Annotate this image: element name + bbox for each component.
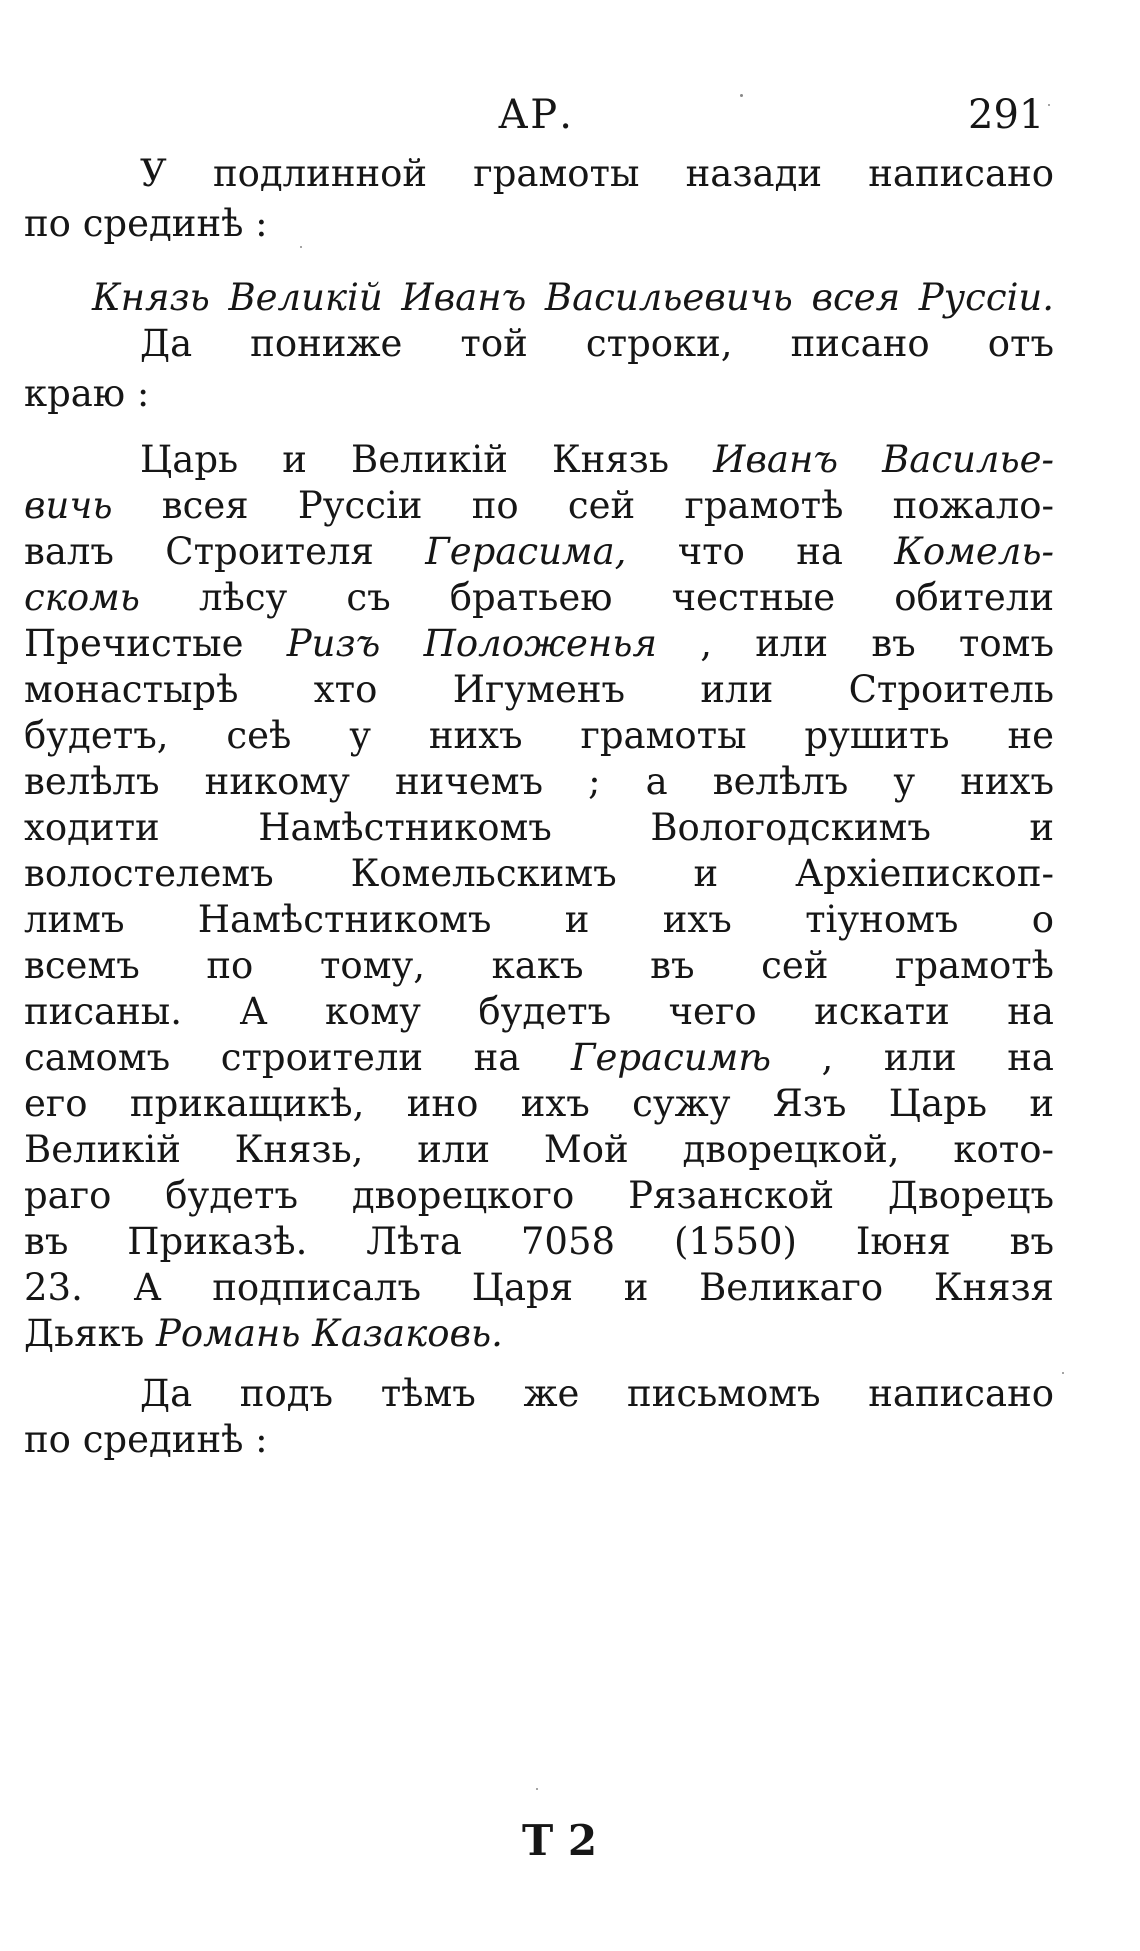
text-segment: самомъ строители на <box>24 1036 521 1079</box>
text-line: по срединѣ : <box>24 1418 268 1461</box>
page-number: 291 <box>968 92 1045 138</box>
text-segment: всея Руссіи по сей грамотѣ пожало- <box>161 484 1054 527</box>
text-segment: , или на <box>821 1036 1054 1079</box>
text-line: волостелемъ Комельскимъ и Архіепископ- <box>24 852 1054 895</box>
text-line: Да подъ тѣмъ же письмомъ написано <box>140 1372 1054 1415</box>
text-segment: лѣсу съ братьею честные обители <box>199 576 1054 619</box>
place-name: скомь <box>24 576 140 619</box>
text-line: раго будетъ дворецкого Рязанской Дворецъ <box>24 1174 1054 1217</box>
text-line <box>24 622 1054 665</box>
text-line <box>24 576 1054 619</box>
text-segment: что на <box>677 530 843 573</box>
text-line: велѣлъ никому ничемъ ; а велѣлъ у нихъ <box>24 760 1054 803</box>
text-line <box>24 484 1054 527</box>
text-line: по срединѣ : <box>24 202 268 245</box>
text-line: будетъ, сеѣ у нихъ грамоты рушить не <box>24 714 1054 757</box>
text-line: его прикащикѣ, ино ихъ сужу Язъ Царь и <box>24 1082 1054 1125</box>
print-speck <box>300 246 302 248</box>
print-speck <box>536 1788 538 1790</box>
running-head: АР. <box>498 92 574 138</box>
text-line: Да пониже той строки, писано отъ <box>140 322 1054 365</box>
personal-name: вичь <box>24 484 113 527</box>
text-line: Великій Князь, или Мой дворецкой, кото- <box>24 1128 1054 1171</box>
text-line: въ Приказѣ. Лѣта 7058 (1550) Іюня въ <box>24 1220 1054 1263</box>
text-segment: валъ Строителя <box>24 530 374 573</box>
text-line: писаны. А кому будетъ чего искати на <box>24 990 1054 1033</box>
text-line: лимъ Намѣстникомъ и ихъ тіуномъ о <box>24 898 1054 941</box>
text-line <box>24 1036 1054 1079</box>
text-segment: Дьякъ <box>24 1312 145 1355</box>
inscription-line: Князь Великій Иванъ Васильевичь всея Руссіи. <box>92 276 1054 319</box>
text-line <box>24 1312 503 1355</box>
text-line <box>24 530 1054 573</box>
text-line: 23. А подписалъ Царя и Великаго Князя <box>24 1266 1054 1309</box>
text-segment: Царь и Великій Князь <box>140 438 669 481</box>
signature-mark: Т 2 <box>522 1816 598 1865</box>
personal-name: Иванъ Василье- <box>713 438 1054 481</box>
personal-name: Герасимѣ <box>570 1036 771 1079</box>
text-line: краю : <box>24 372 150 415</box>
print-speck <box>740 94 743 97</box>
text-line: всемъ по тому, какъ въ сей грамотѣ <box>24 944 1054 987</box>
text-line: У подлинной грамоты назади написано <box>140 152 1054 195</box>
personal-name: Романь Казаковь. <box>156 1312 503 1355</box>
church-name: Ризъ Положенья <box>286 622 657 665</box>
place-name: Комель- <box>894 530 1054 573</box>
text-line <box>140 438 1054 481</box>
personal-name: Герасима, <box>425 530 627 573</box>
text-segment: , или въ томъ <box>700 622 1055 665</box>
print-speck <box>1048 104 1050 106</box>
print-speck <box>1062 1372 1064 1374</box>
text-line: ходити Намѣстникомъ Вологодскимъ и <box>24 806 1054 849</box>
text-line: монастырѣ хто Игуменъ или Строитель <box>24 668 1054 711</box>
text-segment: Пречистые <box>24 622 244 665</box>
